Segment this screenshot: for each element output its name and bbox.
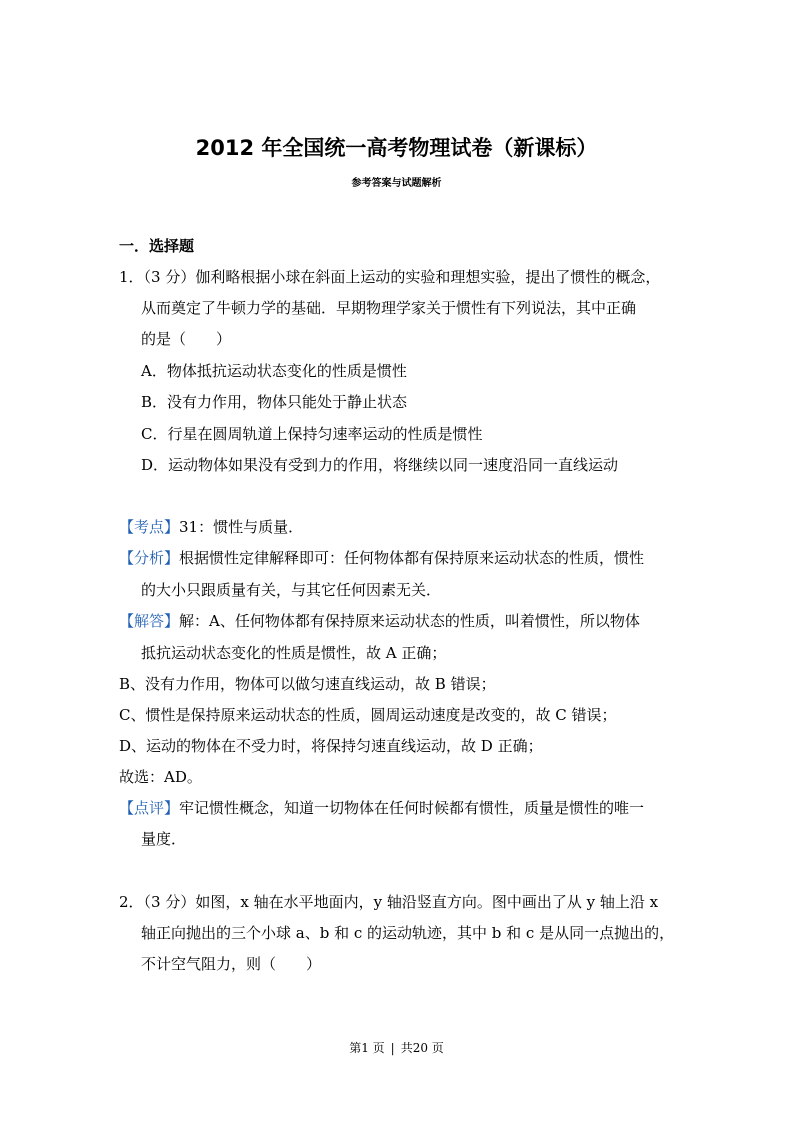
q2-stem-line3: 不计空气阻力，则（ ） — [141, 955, 322, 973]
q1-stem-line3: 的是（ ） — [141, 330, 232, 348]
document-subtitle: 参考答案与试题解析 — [351, 178, 442, 189]
jieda-line1: 解：A、任何物体都有保持原来运动状态的性质，叫着惯性，所以物体 — [179, 612, 640, 630]
q1-option-d: D．运动物体如果没有受到力的作用，将继续以同一速度沿同一直线运动 — [141, 456, 619, 474]
fenxi-line1: 根据惯性定律解释即可：任何物体都有保持原来运动状态的性质，惯性 — [179, 549, 645, 567]
q2-stem-line1: 2．（3 分）如图，x 轴在水平地面内，y 轴沿竖直方向。图中画出了从 y 轴上沿 x — [119, 893, 659, 911]
q1-option-b: B．没有力作用，物体只能处于静止状态 — [141, 393, 408, 411]
answer-choice: 故选：AD。 — [119, 768, 202, 786]
q2-stem-line2: 轴正向抛出的三个小球 a、b 和 c 的运动轨迹，其中 b 和 c 是从同一点抛出的， — [141, 924, 675, 942]
fenxi-tag: 【分析】 — [119, 549, 180, 567]
footer-separator: | — [390, 1041, 395, 1055]
jieda-line2: 抵抗运动状态变化的性质是惯性，故 A 正确； — [141, 644, 447, 662]
q1-option-c: C．行星在圆周轨道上保持匀速率运动的性质是惯性 — [141, 425, 483, 443]
fenxi-line2: 的大小只跟质量有关，与其它任何因素无关． — [141, 581, 442, 599]
dianping-line1: 牢记惯性概念，知道一切物体在任何时候都有惯性，质量是惯性的唯一 — [179, 799, 645, 817]
q1-stem-line1: 1．（3 分）伽利略根据小球在斜面上运动的实验和理想实验，提出了惯性的概念， — [119, 268, 661, 286]
page-total: 共20 页 — [400, 1041, 444, 1055]
dianping-line2: 量度． — [141, 830, 187, 848]
jieda-d: D、运动的物体在不受力时，将保持匀速直线运动，故 D 正确； — [119, 737, 543, 755]
section-heading: 一．选择题 — [119, 237, 195, 255]
q1-stem-line2: 从而奠定了牛顿力学的基础．早期物理学家关于惯性有下列说法，其中正确 — [141, 299, 637, 317]
kaodian-tag: 【考点】 — [119, 518, 180, 536]
q1-option-a: A．物体抵抗运动状态变化的性质是惯性 — [141, 362, 407, 380]
jieda-b: B、没有力作用，物体可以做匀速直线运动，故 B 错误； — [119, 675, 496, 693]
jieda-row — [119, 611, 640, 631]
jieda-tag: 【解答】 — [119, 612, 180, 630]
jieda-c: C、惯性是保持原来运动状态的性质，圆周运动速度是改变的，故 C 错误； — [119, 706, 617, 724]
dianping-row — [119, 798, 644, 818]
page-footer — [0, 1040, 793, 1056]
kaodian-row — [119, 517, 303, 537]
fenxi-row — [119, 548, 644, 568]
kaodian-text: 31：惯性与质量． — [179, 518, 304, 536]
page-number: 第1 页 — [349, 1041, 385, 1055]
dianping-tag: 【点评】 — [119, 799, 180, 817]
document-title: 2012 年全国统一高考物理试卷（新课标） — [195, 136, 598, 160]
